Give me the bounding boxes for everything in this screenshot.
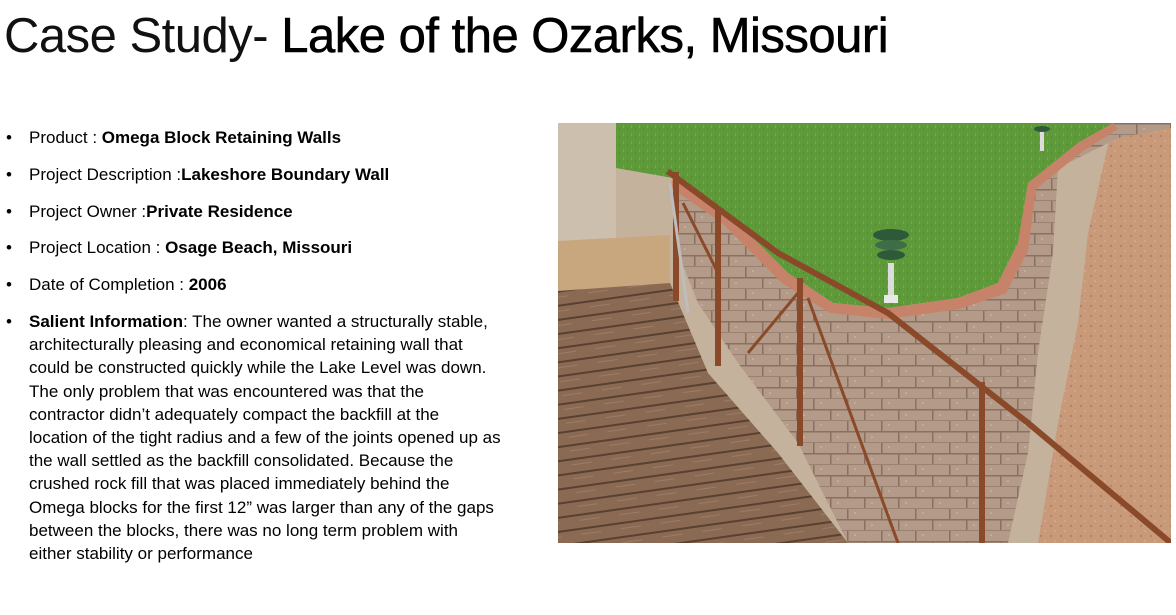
title-main: Lake of the Ozarks, Missouri	[281, 9, 889, 63]
bullet-date-of-completion	[6, 273, 501, 296]
bullet-dot: •	[6, 238, 12, 258]
bullet-dot: •	[6, 128, 12, 147]
retaining-wall-photo	[558, 123, 1171, 543]
bullet-product	[6, 126, 501, 149]
bullet-value: Omega Block Retaining Walls	[101, 128, 342, 147]
bullet-dot: •	[6, 201, 12, 221]
title-prefix: Case Study-	[4, 9, 282, 63]
retaining-wall-illustration	[558, 123, 1171, 543]
bullet-value: Private Residence	[146, 201, 293, 221]
bullet-label: Date of Completion	[29, 275, 175, 295]
bullet-salient-information	[6, 310, 501, 565]
bullet-sep: :	[171, 164, 182, 184]
bullet-dot: •	[6, 275, 12, 295]
bullet-dot: •	[6, 164, 12, 184]
bullet-label: Project Description	[29, 164, 172, 184]
bullet-label: Project Owner	[29, 201, 137, 221]
bullet-label: Product	[29, 128, 88, 147]
bullet-project-description	[6, 163, 501, 186]
bullet-dot: •	[6, 311, 12, 331]
bullet-label: Project Location	[29, 238, 151, 258]
slide-title	[4, 6, 888, 66]
bullet-value: Osage Beach, Missouri	[165, 238, 353, 258]
bullet-list	[6, 126, 501, 565]
salient-label: Salient Information	[29, 311, 183, 331]
bullet-sep: :	[174, 275, 189, 295]
bullet-sep: :	[136, 201, 147, 221]
bullet-value: 2006	[188, 275, 227, 295]
bullet-project-owner	[6, 200, 501, 223]
bullet-project-location	[6, 236, 501, 259]
bullet-value: Lakeshore Boundary Wall	[181, 164, 390, 184]
bullet-sep: :	[150, 238, 166, 258]
bullet-sep: :	[87, 128, 102, 147]
salient-text: : The owner wanted a structurally stable, architecturally pleasing and economical retaining wall that could be constructed quickly while the Lake Level was down. The only problem that was encountered was that the contractor didn’t adequately compact the backfill at the location of the tight radius and a few of the joints opened up as the wall settled as the backfill consolidated. Because the crushed rock fill that was placed immediately behind the Omega blocks for the first 12” was larger than any of the gaps between the blocks, there was no long term problem with either stability or performance	[29, 311, 501, 564]
